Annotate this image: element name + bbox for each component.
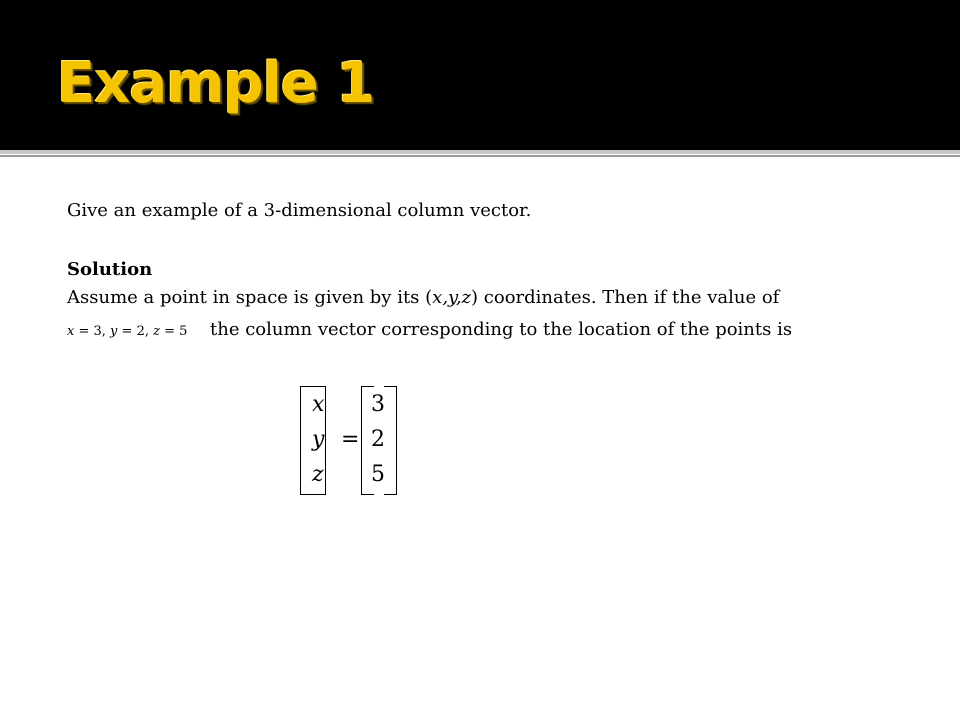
- equals-sign: =: [341, 427, 360, 452]
- solution-line-1-end: ) coordinates. Then if the value of: [471, 287, 780, 308]
- matrix-entry-y: y: [312, 427, 325, 452]
- inline-x: x: [67, 324, 75, 339]
- left-matrix-close-bracket: [313, 386, 326, 495]
- solution-line-2-text: the column vector corresponding to the location of the points is: [210, 319, 793, 340]
- coordinate-variables: x,y,z: [432, 287, 472, 308]
- matrix-entry-x: x: [312, 392, 325, 417]
- slide-title: Example 1: [57, 51, 375, 116]
- matrix-entry-z: z: [312, 462, 324, 487]
- inline-y: y: [110, 324, 118, 339]
- right-matrix-close-bracket: [384, 386, 397, 495]
- solution-line-2: [67, 318, 792, 344]
- solution-line-1: [67, 286, 779, 310]
- inline-x-value: = 3,: [74, 324, 106, 339]
- matrix-entry-3: 3: [371, 392, 385, 417]
- inline-z: z: [153, 324, 160, 339]
- matrix-entry-5: 5: [371, 462, 385, 487]
- solution-line-1-start: Assume a point in space is given by its (: [67, 287, 433, 308]
- inline-y-value: = 2,: [117, 324, 149, 339]
- solution-heading: Solution: [67, 259, 153, 280]
- inline-z-value: = 5: [159, 324, 188, 339]
- divider-line: [0, 150, 960, 154]
- divider-line-shadow: [0, 155, 960, 157]
- title-bar: [0, 0, 960, 150]
- matrix-entry-2: 2: [371, 427, 385, 452]
- inline-equation: [67, 320, 210, 344]
- question-text: Give an example of a 3-dimensional column vector.: [67, 200, 532, 221]
- column-vector-equation: [290, 386, 400, 496]
